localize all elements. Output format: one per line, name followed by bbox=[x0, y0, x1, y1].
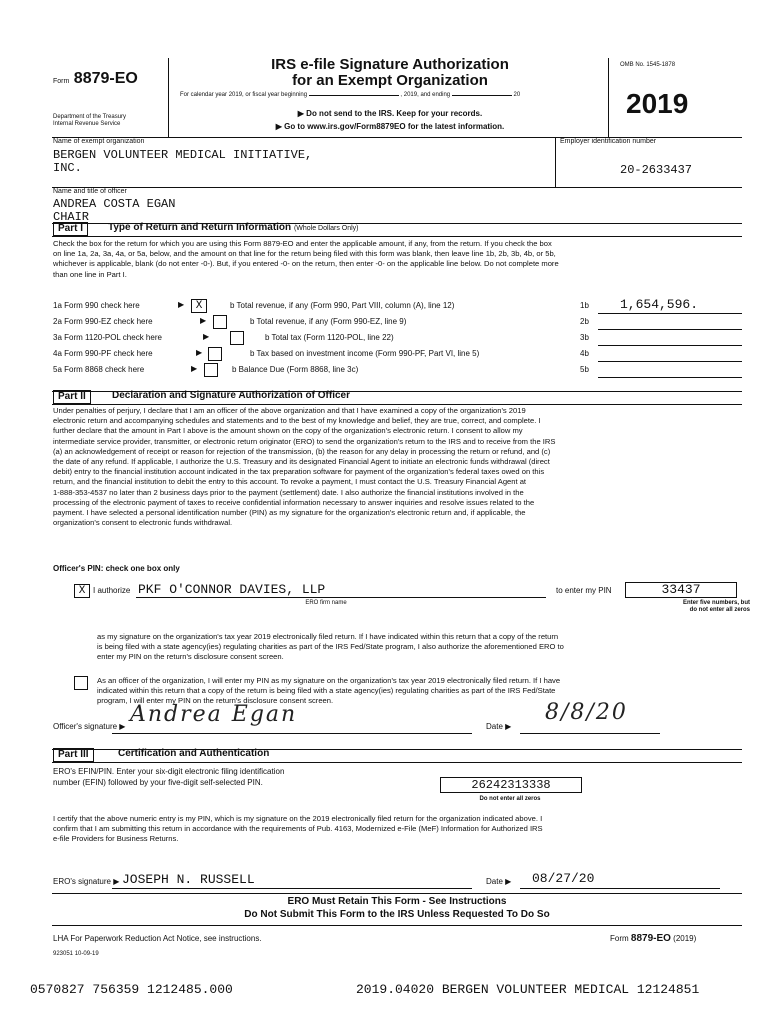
officer-label: Name and title of officer bbox=[53, 188, 127, 195]
tax-year-line: For calendar year 2019, or fiscal year beginning , 2019, and ending 20 bbox=[180, 92, 521, 98]
checkbox-3a[interactable] bbox=[230, 331, 244, 345]
part1-label: Part I bbox=[53, 222, 88, 236]
officer-name: ANDREA COSTA EGAN CHAIR bbox=[53, 197, 176, 224]
arrow-4a: ▶ bbox=[196, 348, 203, 357]
line-3b: b Total tax (Form 1120-POL, line 22) bbox=[265, 333, 394, 342]
part2-label: Part II bbox=[53, 390, 91, 404]
ero-signature: JOSEPH N. RUSSELL bbox=[122, 872, 255, 887]
omb-number: OMB No. 1545-1878 bbox=[620, 62, 676, 68]
part3-title: Certification and Authentication bbox=[118, 748, 270, 759]
form-reference: Form 8879-EO (2019) bbox=[610, 933, 697, 944]
declaration-text: Under penalties of perjury, I declare that I am an officer of the above organization and that I have examined a copy of the organization's 2019 electronic return and accompanying schedules and statements and to the best of my knowledge and belief, they are true, correct, and complete. I further declare that the amount in Part I above is the amount shown on the copy of the organization's electronic return. I consent to allow my intermediate service provider, transmitter, or electronic return originator (ERO) to send the organization's return to the IRS and to receive from the IRS (a) an acknowledgement of receipt or reason for rejection of the transmission, (b) the reason for any delay in processing the return or refund, and (c) the date of any refund. If applicable, I authorize the U.S. Treasury and its designated Financial Agent to initiate an electronic funds withdrawal (direct debit) entry to the financial institution account indicated in the tax preparation software for payment of the organization's federal taxes owed on this return, and the financial institution to debit the entry to this account. To revoke a payment, I must contact the U.S. Treasury Financial Agent at 1-888-353-4537 no later than 2 business days prior to the payment (settlement) date. I also authorize the financial institutions involved in the processing of the electronic payment of taxes to receive confidential information necessary to answer inquiries and resolve issues related to the payment. I have selected a personal identification number (PIN) as my signature for the organization's electronic return and, if applicable, the organization's consent to electronic funds withdrawal. bbox=[53, 406, 556, 528]
arrow-5a: ▶ bbox=[191, 364, 198, 373]
bottom-left-id: 0570827 756359 1212485.000 bbox=[30, 982, 233, 997]
org-name-label: Name of exempt organization bbox=[53, 138, 145, 145]
do-not-send-note: ▶ Do not send to the IRS. Keep for your records. bbox=[297, 109, 483, 118]
ero-date: 08/27/20 bbox=[532, 871, 595, 886]
ero-date-label: Date ▶ bbox=[486, 877, 512, 886]
line-1a: 1a Form 990 check here bbox=[53, 301, 140, 310]
part1-instructions: Check the box for the return for which you are using this Form 8879-EO and enter the applicable amount, if any, from the return. If you check the box on line 1a, 2a, 3a, 4a, or 5a, below, and the amount on that line for the return being filed with this form was blank, then leave line 1b, 2b, 3b, 4b, or 5b, whichever is applicable, blank (do not enter -0-). But, if you entered -0- on the return, then enter -0- on the applicable line below. Do not complete more than one line in Part I. bbox=[53, 239, 559, 279]
retain-notice: ERO Must Retain This Form - See Instructions Do Not Submit This Form to the IRS Unless Requested To Do So bbox=[244, 896, 550, 920]
checkbox-4a[interactable] bbox=[208, 347, 222, 361]
part2-title: Declaration and Signature Authorization of Officer bbox=[112, 390, 350, 401]
option1-text: as my signature on the organization's tax year 2019 electronically filed return. If I have indicated within this return that a copy of the return is being filed with a state agency(ies) regulating charities as part of the IRS Fed/State program, I also authorize the aforementioned ERO to enter my PIN on the return's disclosure consent screen. bbox=[97, 632, 564, 662]
officer-signature-label: Officer's signature ▶ bbox=[53, 722, 126, 731]
line-3b-num: 3b bbox=[580, 333, 589, 342]
officer-signature: Andrea Egan bbox=[130, 702, 298, 727]
ein-label: Employer identification number bbox=[560, 138, 657, 145]
checkbox-5a[interactable] bbox=[204, 363, 218, 377]
efin-label: ERO's EFIN/PIN. Enter your six-digit electronic filing identification number (EFIN) followed by your five-digit self-selected PIN. bbox=[53, 767, 285, 787]
line-4b: b Tax based on investment income (Form 990-PF, Part VI, line 5) bbox=[250, 349, 480, 358]
officer-enters-pin-checkbox[interactable] bbox=[74, 676, 88, 690]
officer-date-label: Date ▶ bbox=[486, 722, 512, 731]
line-1b-value: 1,654,596. bbox=[620, 297, 699, 312]
org-name: BERGEN VOLUNTEER MEDICAL INITIATIVE, INC. bbox=[53, 148, 313, 175]
lha-notice: LHA For Paperwork Reduction Act Notice, see instructions. bbox=[53, 934, 262, 943]
part1-title: Type of Return and Return Information (Whole Dollars Only) bbox=[108, 222, 359, 233]
dept-label: Department of the Treasury Internal Revenue Service bbox=[53, 114, 127, 127]
arrow-3a: ▶ bbox=[203, 332, 210, 341]
certification-text: I certify that the above numeric entry is my PIN, which is my signature on the 2019 electronically filed return for the organization indicated above. I confirm that I am submitting this return in accordance with the requirements of Pub. 4163, Modernized e-File (MeF) Information for Authorized IRS e-file Providers for Business Returns. bbox=[53, 814, 543, 844]
ero-firm-name: PKF O'CONNOR DAVIES, LLP bbox=[138, 582, 326, 597]
tax-year: 2019 bbox=[626, 88, 689, 119]
efin-pin[interactable]: 26242313338 bbox=[440, 777, 582, 793]
officer-date: 8/8/20 bbox=[545, 700, 628, 725]
ero-signature-label: ERO's signature ▶ bbox=[53, 877, 120, 886]
line-2b-num: 2b bbox=[580, 317, 589, 326]
line-5b-num: 5b bbox=[580, 365, 589, 374]
line-1b: b Total revenue, if any (Form 990, Part VIII, column (A), line 12) bbox=[230, 301, 455, 310]
pin-note: Enter five numbers, but do not enter all zeros bbox=[682, 600, 750, 613]
latest-info-note: ▶ Go to www.irs.gov/Form8879EO for the latest information. bbox=[275, 122, 505, 131]
form-code: 923051 10-09-19 bbox=[53, 951, 99, 957]
line-1b-num: 1b bbox=[580, 301, 589, 310]
line-5a: 5a Form 8868 check here bbox=[53, 365, 145, 374]
form-title: IRS e-file Signature Authorization for an Exempt Organization bbox=[271, 56, 509, 89]
line-2b: b Total revenue, if any (Form 990-EZ, line 9) bbox=[250, 317, 407, 326]
pin-heading: Officer's PIN: check one box only bbox=[53, 564, 180, 573]
line-5b: b Balance Due (Form 8868, line 3c) bbox=[232, 365, 359, 374]
arrow-2a: ▶ bbox=[200, 316, 207, 325]
line-4b-num: 4b bbox=[580, 349, 589, 358]
authorize-ero-checkbox[interactable]: X bbox=[74, 584, 90, 598]
line-4a: 4a Form 990-PF check here bbox=[53, 349, 153, 358]
officer-pin[interactable]: 33437 bbox=[625, 582, 737, 598]
checkbox-2a[interactable] bbox=[213, 315, 227, 329]
part3-label: Part III bbox=[53, 748, 94, 762]
efin-note: Do not enter all zeros bbox=[479, 796, 541, 802]
arrow-1a: ▶ bbox=[178, 300, 185, 309]
form-number: Form 8879-EO bbox=[53, 70, 138, 87]
option2-text: As an officer of the organization, I will enter my PIN as my signature on the organization's tax year 2019 electronically filed return. If I have indicated within this return that a copy of the return is being filed with a state agency(ies) regulating charities as part of the IRS Fed/State program, I will enter my PIN on the return's disclosure consent screen. bbox=[97, 676, 561, 706]
line-3a: 3a Form 1120-POL check here bbox=[53, 333, 162, 342]
ein-value: 20-2633437 bbox=[620, 163, 693, 177]
ero-firm-label: ERO firm name bbox=[305, 600, 347, 606]
authorize-label: I authorize bbox=[93, 586, 131, 595]
checkbox-1a[interactable]: X bbox=[191, 299, 207, 313]
bottom-right-id: 2019.04020 BERGEN VOLUNTEER MEDICAL 12124851 bbox=[356, 982, 700, 997]
line-2a: 2a Form 990-EZ check here bbox=[53, 317, 153, 326]
to-enter-pin-label: to enter my PIN bbox=[556, 586, 612, 595]
